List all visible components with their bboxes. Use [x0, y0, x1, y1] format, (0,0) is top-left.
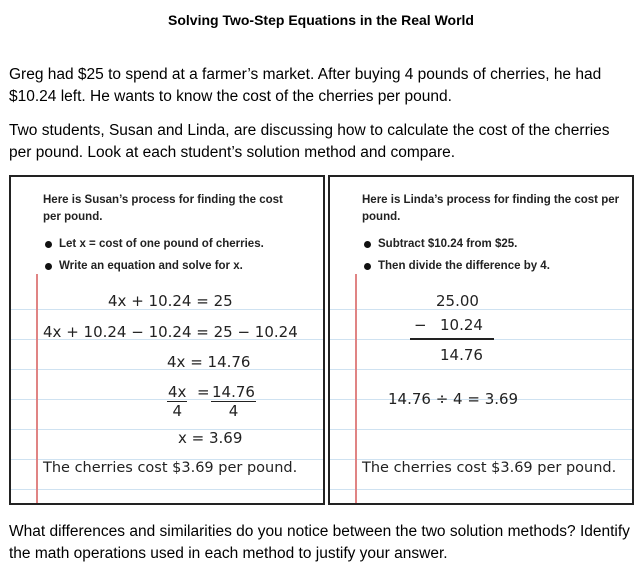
susan-intro: Here is Susan’s process for finding the cost per pound.: [43, 194, 283, 223]
margin-line: [36, 274, 38, 503]
susan-panel: [9, 175, 325, 505]
linda-difference: 14.76: [440, 346, 483, 364]
discussion-paragraph: Two students, Susan and Linda, are discussing how to calculate the cost of the cherries per pound. Look at each student’s solution method and compare.: [9, 122, 610, 161]
linda-bullet: Then divide the difference by 4.: [362, 255, 550, 277]
linda-bullet-list: [362, 233, 550, 277]
susan-equation-line: 4x = 14.76: [167, 353, 251, 371]
linda-subtrahend: 10.24: [440, 316, 483, 334]
question-paragraph: What differences and similarities do you notice between the two solution methods? Identify the math operations used in each method to justify your answer.: [9, 523, 630, 562]
susan-bullet: Write an equation and solve for x.: [43, 255, 264, 277]
subtraction-rule: [410, 338, 494, 340]
linda-division: 14.76 ÷ 4 = 3.69: [388, 390, 519, 408]
linda-intro: Here is Linda’s process for finding the cost per pound.: [362, 194, 620, 223]
susan-fraction-left: [167, 383, 187, 420]
fraction-denominator: 4: [172, 402, 182, 420]
problem-paragraph: Greg had $25 to spend at a farmer’s market. After buying 4 pounds of cherries, he had $10.24 left. He wants to know the cost of the cherries per pound.: [9, 66, 602, 105]
page-title: Solving Two-Step Equations in the Real World: [168, 12, 474, 28]
fraction-denominator: 4: [228, 402, 239, 420]
fraction-numerator: 14.76: [212, 383, 255, 401]
margin-line: [355, 274, 357, 503]
susan-fraction-right: [211, 383, 256, 420]
susan-notebook-paper: [11, 274, 323, 503]
susan-equation-line: 4x + 10.24 − 10.24 = 25 − 10.24: [43, 323, 298, 341]
susan-bullet: Let x = cost of one pound of cherries.: [43, 233, 264, 255]
susan-fraction-equals: =: [197, 383, 210, 401]
linda-notebook-paper: [330, 274, 632, 503]
susan-bullet-list: [43, 233, 264, 277]
linda-panel: [328, 175, 634, 505]
susan-equation-line: 4x + 10.24 = 25: [108, 292, 233, 310]
susan-equation-line: x = 3.69: [178, 429, 243, 447]
linda-minus-sign: −: [414, 316, 427, 334]
fraction-numerator: 4x: [168, 383, 187, 401]
linda-bullet: Subtract $10.24 from $25.: [362, 233, 550, 255]
linda-conclusion: The cherries cost $3.69 per pound.: [362, 460, 617, 476]
linda-minuend: 25.00: [436, 292, 479, 310]
susan-conclusion: The cherries cost $3.69 per pound.: [43, 460, 298, 476]
